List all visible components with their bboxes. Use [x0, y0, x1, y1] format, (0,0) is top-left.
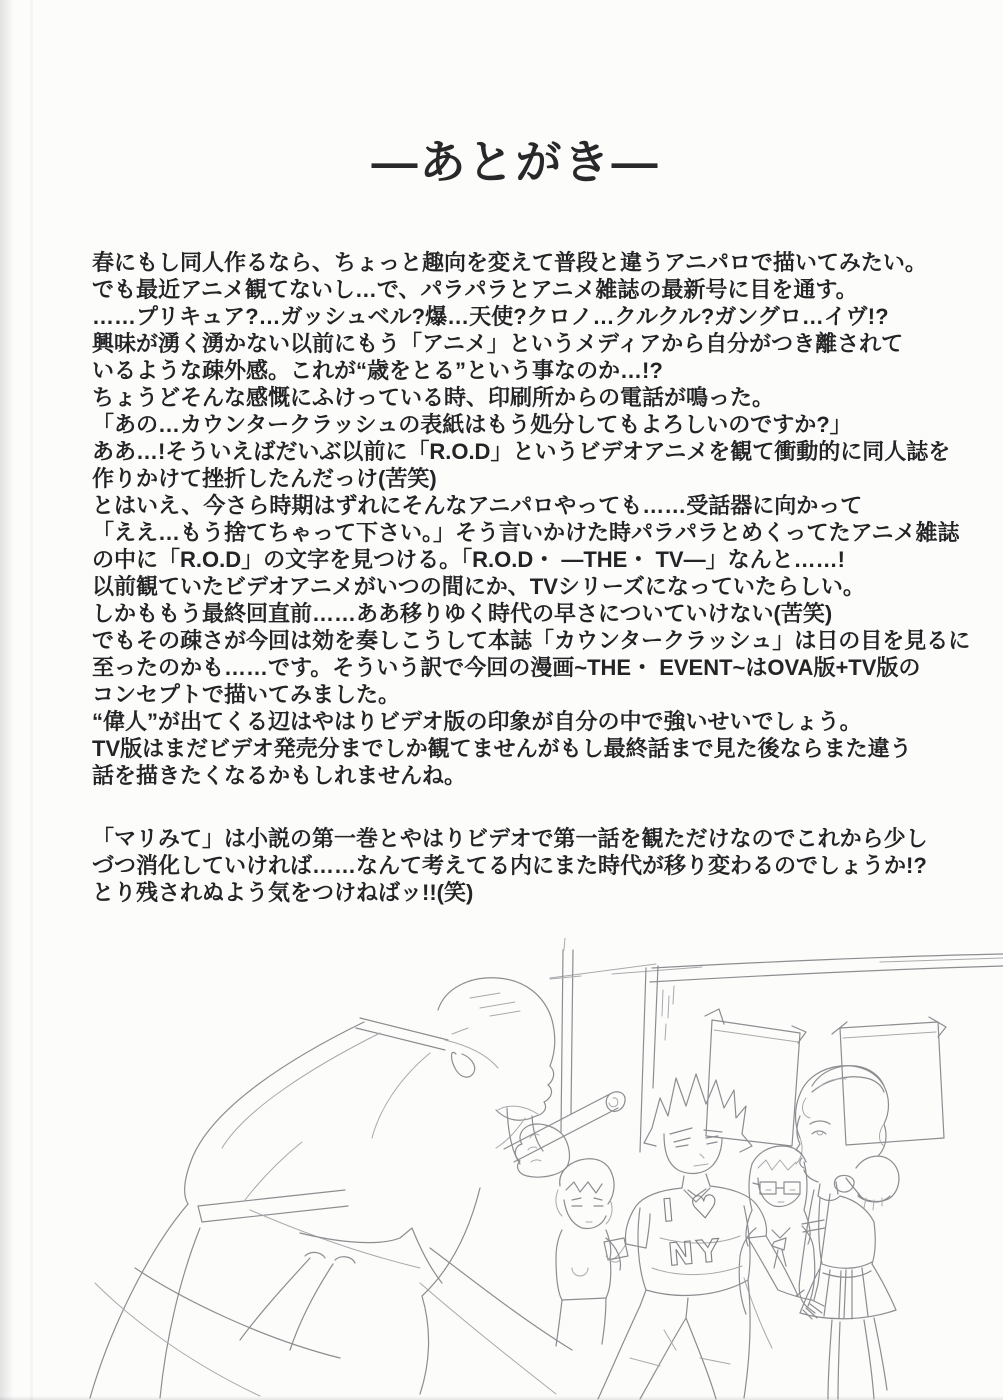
- text-line: でもその疎さが今回は効を奏しこうして本誌「カウンタークラッシュ」は日の目を見るに: [92, 628, 971, 653]
- wall-and-posters: [550, 938, 1003, 1152]
- text-line: 作りかけて挫折したんだっけ(苦笑): [92, 466, 437, 491]
- text-line: とり残されぬよう気をつけねばッ!!(笑): [92, 880, 474, 905]
- text-line: 至ったのかも……です。そういう訳で今回の漫画~THE・ EVENT~はOVA版+TV版の: [92, 655, 921, 680]
- afterword-paragraph-1: [92, 249, 972, 789]
- text-line: 以前観ていたビデオアニメがいつの間にか、TVシリーズになっていたらしい。: [92, 574, 865, 599]
- text-line: 春にもし同人作るなら、ちょっと趣向を変えて普段と違うアニパロで描いてみたい。: [92, 250, 927, 275]
- pencil-sketch-illustration: [0, 938, 1003, 1400]
- text-line: しかももう最終回直前……ああ移りゆく時代の早さについていけない(苦笑): [92, 601, 833, 626]
- text-line: コンセプトで描いてみました。: [92, 682, 401, 707]
- text-line: TV版はまだビデオ発売分までしか観てませんがもし最終話まで見た後ならまた違う: [92, 736, 912, 761]
- text-line: 「マリみて」は小説の第一巻とやはりビデオで第一話を観ただけなのでこれから少し: [92, 826, 928, 851]
- text-line: ……プリキュア?…ガッシュベル?爆…天使?クロノ…クルクル?ガングロ…イヴ!?: [92, 304, 889, 329]
- text-line: とはいえ、今さら時期はずれにそんなアニパロやっても……受話器に向かって: [92, 493, 863, 518]
- text-line: の中に「R.O.D」の文字を見つける。「R.O.D・ ―THE・ TV―」なんと……!: [92, 547, 845, 572]
- spiky-hair-guy: [598, 1074, 824, 1399]
- afterword-paragraph-2: [92, 825, 972, 906]
- headband-girl: [796, 1066, 899, 1399]
- text-line: 「あの…カウンタークラッシュの表紙はもう処分してもよろしいのですか?」: [92, 412, 852, 437]
- text-line: ああ…!そういえばだいぶ以前に「R.O.D」というビデオアニメを観て衝動的に同人誌を: [92, 439, 951, 464]
- bald-man: [90, 978, 625, 1398]
- text-line: 興味が湧く湧かない以前にもう「アニメ」というメディアから自分がつき離されて: [92, 331, 904, 356]
- text-line: ちょうどそんな感慨にふけっている時、印刷所からの電話が鳴った。: [92, 385, 775, 410]
- tshirt-text-line2: NY: [666, 1232, 724, 1274]
- text-line: 「ええ…もう捨てちゃって下さい。」そう言いかけた時パラパラとめくってたアニメ雑誌: [92, 520, 960, 545]
- text-line: 話を描きたくなるかもしれませんね。: [92, 763, 467, 788]
- text-line: “偉人”が出てくる辺はやはりビデオ版の印象が自分の中で強いせいでしょう。: [92, 709, 862, 734]
- tshirt-text-line1: I ♥: [660, 1188, 723, 1230]
- small-girl: [556, 1159, 628, 1346]
- page-title: ―あとがき―: [371, 136, 660, 188]
- text-line: いるような疎外感。これが“歳をとる”という事なのか…!?: [92, 358, 663, 383]
- text-line: づつ消化していければ……なんて考えてる内にまた時代が移り変わるのでしょうか!?: [92, 853, 927, 878]
- text-line: でも最近アニメ観てないし…で、パラパラとアニメ雑誌の最新号に目を通す。: [92, 277, 858, 302]
